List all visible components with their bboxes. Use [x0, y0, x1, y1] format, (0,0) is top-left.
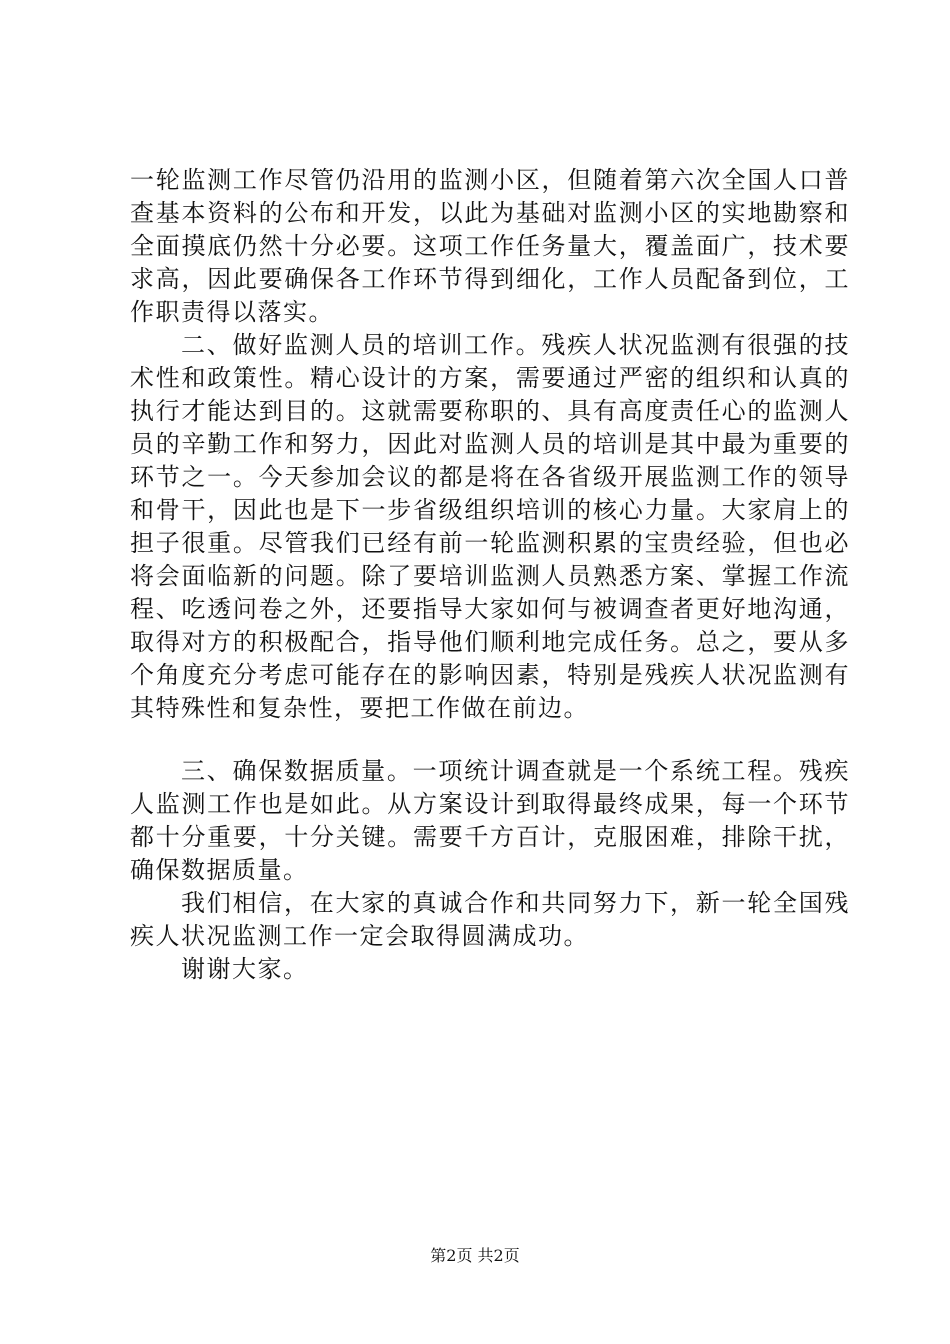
page-footer: 第2页 共2页	[430, 1246, 520, 1265]
paragraph-thanks: 谢谢大家。	[181, 955, 309, 983]
paragraph-training: 二、做好监测人员的培训工作。残疾人状况监测有很强的技术性和政策性。精心设计的方案，需要通过严密的组织和认真的执行才能达到目的。这就需要称职的、具有高度责任心的监测人员的辛勤工作和努力，因此对监测人员的培训是其中最为重要的环节之一。今天参加会议的都是将在各省级开展监测工作的领导和骨干，因此也是下一步省级组织培训的核心力量。大家肩上的担子很重。尽管我们已经有前一轮监测积累的宝贵经验，但也必将会面临新的问题。除了要培训监测人员熟悉方案、掌握工作流程、吃透问卷之外，还要指导大家如何与被调查者更好地沟通，取得对方的积极配合，指导他们顺利地完成任务。总之，要从多个角度充分考虑可能存在的影响因素，特别是残疾人状况监测有其特殊性和复杂性，要把工作做在前边。	[130, 331, 850, 722]
paragraph-continuation: 一轮监测工作尽管仍沿用的监测小区，但随着第六次全国人口普查基本资料的公布和开发，以此为基础对监测小区的实地勘察和全面摸底仍然十分必要。这项工作任务量大，覆盖面广，技术要求高，因此要确保各工作环节得到细化，工作人员配备到位，工作职责得以落实。	[130, 166, 850, 326]
paragraph-data-quality: 三、确保数据质量。一项统计调查就是一个系统工程。残疾人监测工作也是如此。从方案设计到取得最终成果，每一个环节都十分重要，十分关键。需要千方百计，克服困难，排除干扰，确保数据质量。	[130, 757, 850, 884]
document-body	[130, 164, 850, 986]
paragraph-confidence: 我们相信，在大家的真诚合作和共同努力下，新一轮全国残疾人状况监测工作一定会取得圆满成功。	[130, 889, 850, 950]
